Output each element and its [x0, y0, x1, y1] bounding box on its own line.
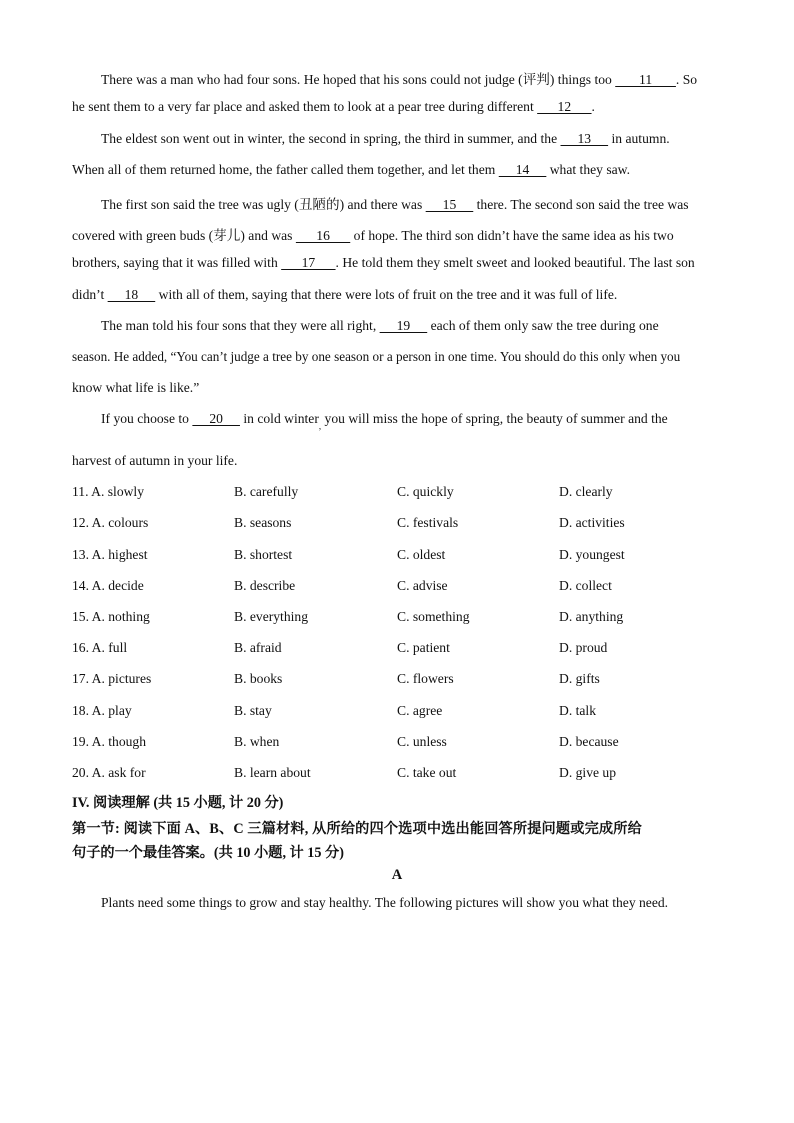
passage-line	[72, 380, 199, 396]
passage-line	[101, 131, 670, 147]
option-d: D. anything	[559, 609, 624, 624]
option-a: 16. A. full	[72, 640, 128, 655]
passage-text: When all of them returned home, the father called them together, and let them	[72, 162, 496, 177]
option-b: B. carefully	[234, 484, 299, 499]
option-d: D. youngest	[559, 547, 625, 562]
passage-line	[72, 287, 617, 303]
option-d: D. talk	[559, 703, 596, 718]
option-row-18	[72, 703, 732, 723]
option-row-16	[72, 640, 732, 660]
passage-text: . So	[675, 72, 698, 87]
option-row-14	[72, 578, 732, 598]
blank-19: 19	[379, 318, 428, 333]
option-d: D. give up	[559, 765, 617, 780]
passage-text: season. He added, “You can’t judge a tree by one season or a person in one time. You should do this only when you	[72, 349, 681, 364]
option-b: B. shortest	[234, 547, 293, 562]
option-c: C. take out	[397, 765, 457, 780]
passage-text: .	[591, 99, 595, 114]
blank-17: 17	[281, 255, 336, 270]
blank-14: 14	[498, 162, 547, 177]
passage-text: each of them only saw the tree during one	[430, 318, 659, 333]
option-d: D. because	[559, 734, 619, 749]
passage-text: what they saw.	[549, 162, 631, 177]
option-b: B. stay	[234, 703, 272, 718]
passage-text: harvest of autumn in your life.	[72, 453, 238, 468]
option-a: 18. A. play	[72, 703, 132, 718]
passage-text: The first son said the tree was ugly (丑陋的) and there was	[101, 197, 423, 212]
option-row-11	[72, 484, 732, 504]
passage-text: he sent them to a very far place and asked them to look at a pear tree during different	[72, 99, 534, 114]
passage-text: ,	[318, 421, 322, 431]
passage-text: didn’t	[72, 287, 105, 302]
passage-text: there. The second son said the tree was	[476, 197, 689, 212]
option-d: D. gifts	[559, 671, 600, 686]
option-b: B. describe	[234, 578, 296, 593]
passage-text: brothers, saying that it was filled with	[72, 255, 278, 270]
passage-text: covered with green buds (芽儿) and was	[72, 228, 293, 243]
passage-line	[101, 318, 659, 334]
blank-18: 18	[107, 287, 156, 302]
blank-15: 15	[425, 197, 474, 212]
passage-line	[72, 255, 695, 271]
passage-text: in cold winter	[243, 411, 319, 426]
passage-line	[72, 162, 630, 178]
blank-16: 16	[295, 228, 351, 243]
passage-text: with all of them, saying that there were lots of fruit on the tree and it was full of life.	[158, 287, 618, 302]
option-a: 13. A. highest	[72, 547, 148, 562]
passage-text: you will miss the hope of spring, the beauty of summer and the	[324, 411, 668, 426]
option-a: 14. A. decide	[72, 578, 144, 593]
option-c: C. flowers	[397, 671, 454, 686]
option-b: B. seasons	[234, 515, 292, 530]
option-c: C. agree	[397, 703, 443, 718]
option-b: B. everything	[234, 609, 308, 624]
option-b: B. afraid	[234, 640, 282, 655]
option-row-19	[72, 734, 732, 754]
option-c: C. advise	[397, 578, 448, 593]
passage-line	[101, 193, 689, 213]
option-c: C. oldest	[397, 547, 446, 562]
option-b: B. when	[234, 734, 280, 749]
option-a: 12. A. colours	[72, 515, 149, 530]
option-d: D. collect	[559, 578, 612, 593]
passage-text: know what life is like.”	[72, 380, 200, 395]
passage-text: of hope. The third son didn’t have the same idea as his two	[353, 228, 674, 243]
passage-line	[101, 68, 697, 88]
blank-12: 12	[537, 99, 592, 114]
passage-line	[72, 349, 680, 365]
option-row-20	[72, 765, 732, 785]
passage-text: The eldest son went out in winter, the second in spring, the third in summer, and the	[101, 131, 558, 146]
option-a: 17. A. pictures	[72, 671, 152, 686]
passage-text: . He told them they smelt sweet and looked beautiful. The last son	[335, 255, 695, 270]
blank-11: 11	[615, 72, 676, 87]
section-instructions: 句子的一个最佳答案。(共 10 小题, 计 15 分)	[72, 845, 344, 861]
passage-label: A	[391, 867, 403, 883]
option-a: 20. A. ask for	[72, 765, 146, 780]
passage-line	[72, 453, 237, 469]
section-title: IV. 阅读理解 (共 15 小题, 计 20 分)	[72, 795, 284, 811]
option-row-15	[72, 609, 732, 629]
passage-text: in autumn.	[611, 131, 670, 146]
section-instructions: 第一节: 阅读下面 A、B、C 三篇材料, 从所给的四个选项中选出能回答所提问题或完成所给	[72, 821, 642, 837]
option-c: C. unless	[397, 734, 447, 749]
passage-text: The man told his four sons that they were all right,	[101, 318, 377, 333]
option-row-17	[72, 671, 732, 691]
blank-13: 13	[560, 131, 609, 146]
blank-20: 20	[192, 411, 240, 426]
option-b: B. learn about	[234, 765, 311, 780]
passage-line	[72, 224, 674, 244]
option-c: C. festivals	[397, 515, 459, 530]
option-c: C. patient	[397, 640, 450, 655]
option-d: D. proud	[559, 640, 608, 655]
option-c: C. quickly	[397, 484, 454, 499]
option-d: D. activities	[559, 515, 625, 530]
passage-text: There was a man who had four sons. He hoped that his sons could not judge (评判) things too	[101, 72, 612, 87]
passage-intro: Plants need some things to grow and stay healthy. The following pictures will show you what they need.	[101, 895, 669, 910]
option-row-12	[72, 515, 732, 535]
option-c: C. something	[397, 609, 470, 624]
option-d: D. clearly	[559, 484, 613, 499]
passage-text: If you choose to	[101, 411, 189, 426]
passage-line	[101, 411, 668, 431]
option-a: 15. A. nothing	[72, 609, 150, 624]
passage-line	[72, 99, 595, 115]
option-row-13	[72, 547, 732, 567]
option-a: 19. A. though	[72, 734, 147, 749]
option-a: 11. A. slowly	[72, 484, 145, 499]
option-b: B. books	[234, 671, 283, 686]
